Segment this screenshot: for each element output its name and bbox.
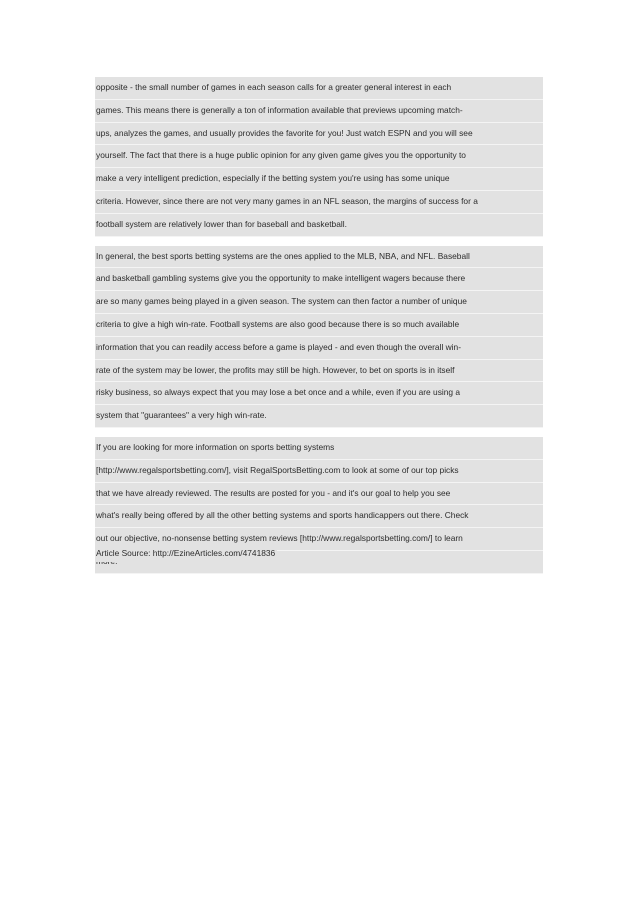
text-line: that we have already reviewed. The results are posted for you - and it's our goal to help you see [95,483,543,506]
text-line: are so many games being played in a given season. The system can then factor a number of unique [95,291,543,314]
text-line: criteria. However, since there are not very many games in an NFL season, the margins of success for a [95,191,543,214]
text-line: and basketball gambling systems give you the opportunity to make intelligent wagers because there [95,268,543,291]
text-line: out our objective, no-nonsense betting system reviews [http://www.regalsportsbetting.com/] to learn [95,528,543,551]
text-line: ups, analyzes the games, and usually provides the favorite for you! Just watch ESPN and you will see [95,123,543,146]
paragraph-nfl-systems [95,77,543,237]
text-line: yourself. The fact that there is a huge public opinion for any given game gives you the opportunity to [95,145,543,168]
text-line: rate of the system may be lower, the profits may still be high. However, to bet on sports is in itself [95,360,543,383]
text-line: criteria to give a high win-rate. Football systems are also good because there is so much available [95,314,543,337]
text-line: make a very intelligent prediction, especially if the betting system you're using has some unique [95,168,543,191]
text-line: what's really being offered by all the other betting systems and sports handicappers out there. Check [95,505,543,528]
text-line: [http://www.regalsportsbetting.com/], visit RegalSportsBetting.com to look at some of our top picks [95,460,543,483]
text-line: opposite - the small number of games in each season calls for a greater general interest in each [95,77,543,100]
article-body [95,77,543,583]
text-line: football system are relatively lower than for baseball and basketball. [95,214,543,237]
article-source: Article Source: http://EzineArticles.com/4741836 [95,545,277,562]
text-line: information that you can readily access before a game is played - and even though the overall win- [95,337,543,360]
text-line: games. This means there is generally a ton of information available that previews upcoming match- [95,100,543,123]
text-line: In general, the best sports betting systems are the ones applied to the MLB, NBA, and NFL. Baseball [95,246,543,269]
text-line: system that "guarantees" a very high win-rate. [95,405,543,428]
paragraph-best-systems [95,246,543,428]
text-line: If you are looking for more information on sports betting systems [95,437,543,460]
text-line: risky business, so always expect that you may lose a bet once and a while, even if you are using a [95,382,543,405]
